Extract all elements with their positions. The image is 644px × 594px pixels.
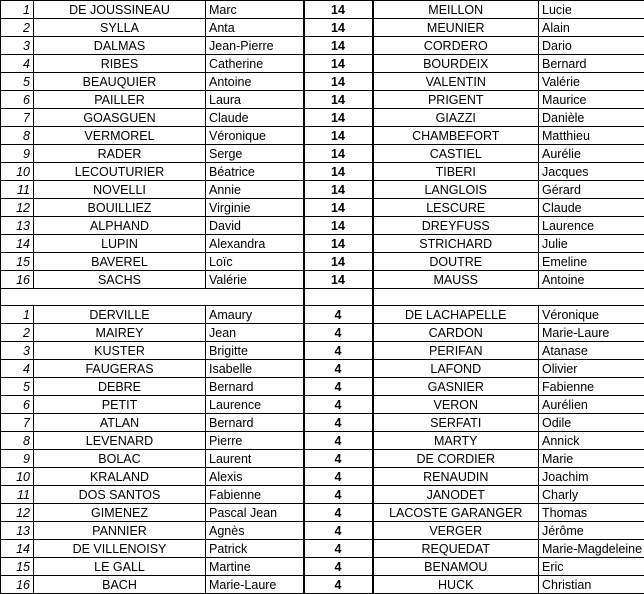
opponent-first-name[interactable]: Danièle xyxy=(539,109,644,127)
row-number[interactable]: 7 xyxy=(1,109,34,127)
opponent-first-name[interactable]: Marie xyxy=(539,450,644,468)
opponent-first-name[interactable]: Valérie xyxy=(539,73,644,91)
score-cell[interactable]: 4 xyxy=(304,306,373,324)
opponent-last-name[interactable]: GASNIER xyxy=(373,378,539,396)
opponent-last-name[interactable]: REQUEDAT xyxy=(373,540,539,558)
row-number[interactable]: 12 xyxy=(1,504,34,522)
player-first-name[interactable]: Bernard xyxy=(206,378,304,396)
opponent-first-name[interactable]: Marie-Laure xyxy=(539,324,644,342)
row-number[interactable]: 12 xyxy=(1,199,34,217)
opponent-last-name[interactable]: RENAUDIN xyxy=(373,468,539,486)
player-first-name[interactable]: Laurent xyxy=(206,450,304,468)
score-cell[interactable]: 4 xyxy=(304,468,373,486)
player-last-name[interactable]: PANNIER xyxy=(34,522,206,540)
player-first-name[interactable]: Marie-Laure xyxy=(206,576,304,594)
row-number[interactable]: 5 xyxy=(1,378,34,396)
player-last-name[interactable]: BOUILLIEZ xyxy=(34,199,206,217)
score-cell[interactable]: 4 xyxy=(304,486,373,504)
spacer-row xyxy=(1,289,644,306)
player-last-name[interactable]: KUSTER xyxy=(34,342,206,360)
row-number[interactable]: 11 xyxy=(1,486,34,504)
score-cell[interactable]: 4 xyxy=(304,504,373,522)
score-cell[interactable]: 14 xyxy=(304,37,373,55)
opponent-first-name[interactable]: Odile xyxy=(539,414,644,432)
opponent-last-name[interactable]: LAFOND xyxy=(373,360,539,378)
row-number[interactable]: 10 xyxy=(1,468,34,486)
row-number[interactable]: 9 xyxy=(1,145,34,163)
row-number[interactable]: 14 xyxy=(1,540,34,558)
player-first-name[interactable]: Pierre xyxy=(206,432,304,450)
score-cell[interactable]: 14 xyxy=(304,235,373,253)
table-row xyxy=(1,1,644,19)
player-first-name[interactable]: Jean xyxy=(206,324,304,342)
opponent-last-name[interactable]: BENAMOU xyxy=(373,558,539,576)
opponent-first-name[interactable]: Emeline xyxy=(539,253,644,271)
table-row xyxy=(1,91,644,109)
player-last-name[interactable]: LEVENARD xyxy=(34,432,206,450)
opponent-last-name[interactable]: PERIFAN xyxy=(373,342,539,360)
opponent-first-name[interactable]: Dario xyxy=(539,37,644,55)
opponent-first-name[interactable]: Aurélie xyxy=(539,145,644,163)
opponent-first-name[interactable]: Bernard xyxy=(539,55,644,73)
player-first-name[interactable]: Marc xyxy=(206,1,304,19)
table-row xyxy=(1,306,644,324)
score-cell[interactable]: 4 xyxy=(304,342,373,360)
opponent-first-name[interactable]: Jacques xyxy=(539,163,644,181)
score-cell[interactable]: 4 xyxy=(304,450,373,468)
player-last-name[interactable]: SYLLA xyxy=(34,19,206,37)
row-number[interactable]: 8 xyxy=(1,432,34,450)
opponent-first-name[interactable]: Fabienne xyxy=(539,378,644,396)
opponent-first-name[interactable]: Eric xyxy=(539,558,644,576)
opponent-first-name[interactable]: Gérard xyxy=(539,181,644,199)
opponent-first-name[interactable]: Joachim xyxy=(539,468,644,486)
opponent-last-name[interactable]: DE CORDIER xyxy=(373,450,539,468)
table-row xyxy=(1,271,644,289)
opponent-first-name[interactable]: Thomas xyxy=(539,504,644,522)
player-first-name[interactable]: Laura xyxy=(206,91,304,109)
score-cell[interactable]: 4 xyxy=(304,576,373,594)
opponent-last-name[interactable]: CASTIEL xyxy=(373,145,539,163)
table-row xyxy=(1,127,644,145)
opponent-first-name[interactable]: Christian xyxy=(539,576,644,594)
opponent-first-name[interactable]: Matthieu xyxy=(539,127,644,145)
empty-cell[interactable] xyxy=(206,289,304,306)
score-cell[interactable]: 14 xyxy=(304,1,373,19)
row-number[interactable]: 7 xyxy=(1,414,34,432)
opponent-last-name[interactable]: CORDERO xyxy=(373,37,539,55)
score-cell[interactable]: 14 xyxy=(304,217,373,235)
score-cell[interactable]: 14 xyxy=(304,163,373,181)
table-row xyxy=(1,145,644,163)
row-number[interactable]: 13 xyxy=(1,522,34,540)
table-row xyxy=(1,324,644,342)
player-first-name[interactable]: Amaury xyxy=(206,306,304,324)
opponent-first-name[interactable]: Aurélien xyxy=(539,396,644,414)
table-row xyxy=(1,468,644,486)
opponent-last-name[interactable]: DREYFUSS xyxy=(373,217,539,235)
score-cell[interactable]: 14 xyxy=(304,145,373,163)
opponent-last-name[interactable]: LACOSTE GARANGER xyxy=(373,504,539,522)
row-number[interactable]: 16 xyxy=(1,576,34,594)
opponent-first-name[interactable]: Atanase xyxy=(539,342,644,360)
player-first-name[interactable]: Bernard xyxy=(206,414,304,432)
player-first-name[interactable]: Pascal Jean xyxy=(206,504,304,522)
row-number[interactable]: 9 xyxy=(1,450,34,468)
player-first-name[interactable]: Serge xyxy=(206,145,304,163)
table-row xyxy=(1,414,644,432)
opponent-first-name[interactable]: Lucie xyxy=(539,1,644,19)
player-last-name[interactable]: MAIREY xyxy=(34,324,206,342)
opponent-last-name[interactable]: VALENTIN xyxy=(373,73,539,91)
table-row xyxy=(1,360,644,378)
player-first-name[interactable]: Antoine xyxy=(206,73,304,91)
row-number[interactable]: 3 xyxy=(1,37,34,55)
score-cell[interactable]: 4 xyxy=(304,432,373,450)
empty-cell[interactable] xyxy=(1,289,34,306)
opponent-first-name[interactable]: Annick xyxy=(539,432,644,450)
opponent-last-name[interactable]: MEILLON xyxy=(373,1,539,19)
row-number[interactable]: 13 xyxy=(1,217,34,235)
table-row xyxy=(1,235,644,253)
score-cell[interactable]: 4 xyxy=(304,378,373,396)
row-number[interactable]: 4 xyxy=(1,360,34,378)
row-number[interactable]: 2 xyxy=(1,324,34,342)
opponent-last-name[interactable]: MEUNIER xyxy=(373,19,539,37)
opponent-first-name[interactable]: Claude xyxy=(539,199,644,217)
opponent-last-name[interactable]: DE LACHAPELLE xyxy=(373,306,539,324)
player-first-name[interactable]: Valérie xyxy=(206,271,304,289)
score-cell[interactable]: 14 xyxy=(304,73,373,91)
table-row xyxy=(1,432,644,450)
player-last-name[interactable]: SACHS xyxy=(34,271,206,289)
player-first-name[interactable]: Alexis xyxy=(206,468,304,486)
table-row xyxy=(1,253,644,271)
opponent-last-name[interactable]: HUCK xyxy=(373,576,539,594)
player-last-name[interactable]: PAILLER xyxy=(34,91,206,109)
player-last-name[interactable]: LUPIN xyxy=(34,235,206,253)
opponent-last-name[interactable]: MAUSS xyxy=(373,271,539,289)
score-cell[interactable]: 14 xyxy=(304,253,373,271)
player-last-name[interactable]: RADER xyxy=(34,145,206,163)
row-number[interactable]: 16 xyxy=(1,271,34,289)
opponent-last-name[interactable]: CHAMBEFORT xyxy=(373,127,539,145)
score-cell[interactable]: 14 xyxy=(304,55,373,73)
table-row xyxy=(1,486,644,504)
player-last-name[interactable]: DEBRE xyxy=(34,378,206,396)
opponent-last-name[interactable]: SERFATI xyxy=(373,414,539,432)
player-first-name[interactable]: Martine xyxy=(206,558,304,576)
opponent-last-name[interactable]: GIAZZI xyxy=(373,109,539,127)
row-number[interactable]: 15 xyxy=(1,558,34,576)
player-last-name[interactable]: ALPHAND xyxy=(34,217,206,235)
table-row xyxy=(1,378,644,396)
opponent-first-name[interactable]: Jérôme xyxy=(539,522,644,540)
row-number[interactable]: 4 xyxy=(1,55,34,73)
empty-cell[interactable] xyxy=(373,289,539,306)
player-first-name[interactable]: Claude xyxy=(206,109,304,127)
empty-cell[interactable] xyxy=(539,289,644,306)
player-last-name[interactable]: GIMENEZ xyxy=(34,504,206,522)
opponent-first-name[interactable]: Olivier xyxy=(539,360,644,378)
player-last-name[interactable]: BOLAC xyxy=(34,450,206,468)
player-first-name[interactable]: Brigitte xyxy=(206,342,304,360)
table-row xyxy=(1,450,644,468)
table-row xyxy=(1,558,644,576)
opponent-last-name[interactable]: VERON xyxy=(373,396,539,414)
score-cell[interactable]: 14 xyxy=(304,199,373,217)
row-number[interactable]: 6 xyxy=(1,396,34,414)
opponent-last-name[interactable]: VERGER xyxy=(373,522,539,540)
player-first-name[interactable]: Jean-Pierre xyxy=(206,37,304,55)
player-first-name[interactable]: Agnès xyxy=(206,522,304,540)
score-cell[interactable]: 4 xyxy=(304,396,373,414)
player-first-name[interactable]: Annie xyxy=(206,181,304,199)
player-last-name[interactable]: DOS SANTOS xyxy=(34,486,206,504)
player-last-name[interactable]: LE GALL xyxy=(34,558,206,576)
opponent-first-name[interactable]: Véronique xyxy=(539,306,644,324)
empty-cell[interactable] xyxy=(304,289,373,306)
opponent-last-name[interactable]: PRIGENT xyxy=(373,91,539,109)
table-row xyxy=(1,576,644,594)
opponent-last-name[interactable]: JANODET xyxy=(373,486,539,504)
player-last-name[interactable]: FAUGERAS xyxy=(34,360,206,378)
score-cell[interactable]: 14 xyxy=(304,109,373,127)
row-number[interactable]: 2 xyxy=(1,19,34,37)
table-row xyxy=(1,217,644,235)
player-last-name[interactable]: BAVEREL xyxy=(34,253,206,271)
score-cell[interactable]: 4 xyxy=(304,324,373,342)
score-cell[interactable]: 14 xyxy=(304,19,373,37)
row-number[interactable]: 8 xyxy=(1,127,34,145)
player-last-name[interactable]: ATLAN xyxy=(34,414,206,432)
empty-cell[interactable] xyxy=(34,289,206,306)
score-cell[interactable]: 14 xyxy=(304,91,373,109)
opponent-last-name[interactable]: CARDON xyxy=(373,324,539,342)
player-last-name[interactable]: VERMOREL xyxy=(34,127,206,145)
opponent-first-name[interactable]: Julie xyxy=(539,235,644,253)
table-row xyxy=(1,342,644,360)
opponent-last-name[interactable]: LANGLOIS xyxy=(373,181,539,199)
score-cell[interactable]: 14 xyxy=(304,127,373,145)
player-first-name[interactable]: Anta xyxy=(206,19,304,37)
player-first-name[interactable]: Fabienne xyxy=(206,486,304,504)
table-row xyxy=(1,540,644,558)
opponent-last-name[interactable]: STRICHARD xyxy=(373,235,539,253)
player-first-name[interactable]: Patrick xyxy=(206,540,304,558)
table-row xyxy=(1,163,644,181)
opponent-first-name[interactable]: Charly xyxy=(539,486,644,504)
opponent-first-name[interactable]: Marie-Magdeleine xyxy=(539,540,644,558)
player-first-name[interactable]: Catherine xyxy=(206,55,304,73)
player-last-name[interactable]: BACH xyxy=(34,576,206,594)
table-row xyxy=(1,504,644,522)
score-cell[interactable]: 4 xyxy=(304,360,373,378)
opponent-first-name[interactable]: Maurice xyxy=(539,91,644,109)
table-row xyxy=(1,199,644,217)
player-first-name[interactable]: Laurence xyxy=(206,396,304,414)
row-number[interactable]: 3 xyxy=(1,342,34,360)
player-first-name[interactable]: Isabelle xyxy=(206,360,304,378)
row-number[interactable]: 14 xyxy=(1,235,34,253)
score-cell[interactable]: 4 xyxy=(304,558,373,576)
table-row xyxy=(1,19,644,37)
player-last-name[interactable]: LECOUTURIER xyxy=(34,163,206,181)
table-row xyxy=(1,181,644,199)
score-cell[interactable]: 14 xyxy=(304,181,373,199)
opponent-first-name[interactable]: Antoine xyxy=(539,271,644,289)
table-row xyxy=(1,396,644,414)
table-row xyxy=(1,37,644,55)
row-number[interactable]: 11 xyxy=(1,181,34,199)
player-last-name[interactable]: KRALAND xyxy=(34,468,206,486)
player-first-name[interactable]: David xyxy=(206,217,304,235)
player-last-name[interactable]: BEAUQUIER xyxy=(34,73,206,91)
player-first-name[interactable]: Virginie xyxy=(206,199,304,217)
opponent-last-name[interactable]: LESCURE xyxy=(373,199,539,217)
player-first-name[interactable]: Véronique xyxy=(206,127,304,145)
player-last-name[interactable]: DERVILLE xyxy=(34,306,206,324)
score-cell[interactable]: 14 xyxy=(304,271,373,289)
player-last-name[interactable]: NOVELLI xyxy=(34,181,206,199)
row-number[interactable]: 5 xyxy=(1,73,34,91)
opponent-last-name[interactable]: BOURDEIX xyxy=(373,55,539,73)
player-first-name[interactable]: Loïc xyxy=(206,253,304,271)
player-last-name[interactable]: GOASGUEN xyxy=(34,109,206,127)
opponent-first-name[interactable]: Alain xyxy=(539,19,644,37)
player-last-name[interactable]: DE JOUSSINEAU xyxy=(34,1,206,19)
row-number[interactable]: 10 xyxy=(1,163,34,181)
player-last-name[interactable]: RIBES xyxy=(34,55,206,73)
row-number[interactable]: 6 xyxy=(1,91,34,109)
row-number[interactable]: 1 xyxy=(1,306,34,324)
table-row xyxy=(1,73,644,91)
score-cell[interactable]: 4 xyxy=(304,540,373,558)
opponent-last-name[interactable]: TIBERI xyxy=(373,163,539,181)
row-number[interactable]: 1 xyxy=(1,1,34,19)
score-cell[interactable]: 4 xyxy=(304,522,373,540)
player-last-name[interactable]: DE VILLENOISY xyxy=(34,540,206,558)
player-last-name[interactable]: PETIT xyxy=(34,396,206,414)
table-row xyxy=(1,55,644,73)
row-number[interactable]: 15 xyxy=(1,253,34,271)
table-row xyxy=(1,109,644,127)
player-last-name[interactable]: DALMAS xyxy=(34,37,206,55)
opponent-last-name[interactable]: MARTY xyxy=(373,432,539,450)
player-first-name[interactable]: Alexandra xyxy=(206,235,304,253)
opponent-last-name[interactable]: DOUTRE xyxy=(373,253,539,271)
opponent-first-name[interactable]: Laurence xyxy=(539,217,644,235)
player-first-name[interactable]: Béatrice xyxy=(206,163,304,181)
table-row xyxy=(1,522,644,540)
score-cell[interactable]: 4 xyxy=(304,414,373,432)
